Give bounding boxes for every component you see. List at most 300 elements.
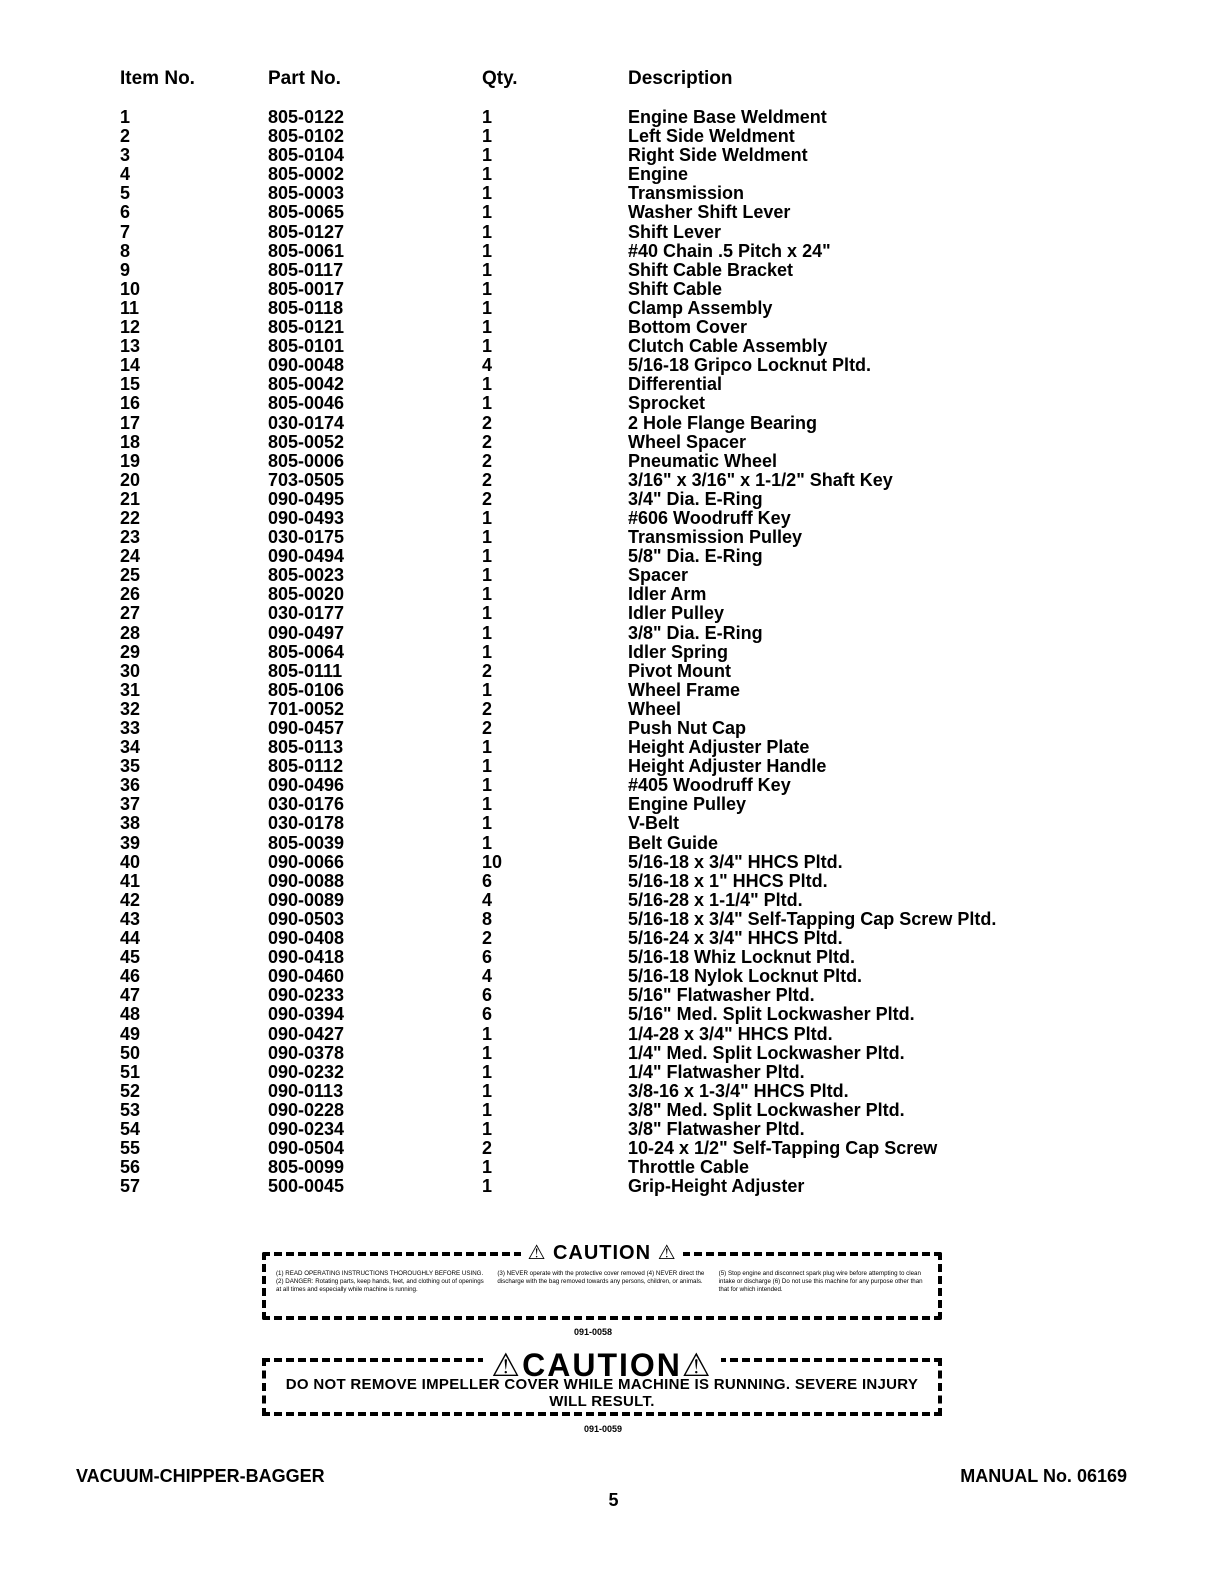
qty-cell: 6 bbox=[482, 870, 493, 891]
item-no-cell: 28 bbox=[120, 622, 141, 643]
item-no-cell: 3 bbox=[120, 145, 131, 166]
qty-cell: 1 bbox=[482, 221, 493, 242]
description-cell: Spacer bbox=[628, 565, 689, 586]
description-cell: Shift Cable Bracket bbox=[628, 259, 794, 280]
part-no-cell: 500-0045 bbox=[268, 1176, 345, 1197]
part-no-cell: 030-0178 bbox=[268, 813, 345, 834]
description-cell: Wheel Spacer bbox=[628, 431, 747, 452]
qty-cell: 1 bbox=[482, 794, 493, 815]
part-no-cell: 090-0497 bbox=[268, 622, 345, 643]
description-cell: #40 Chain .5 Pitch x 24" bbox=[628, 240, 831, 261]
table-row bbox=[120, 337, 1100, 356]
table-row bbox=[120, 356, 1100, 375]
table-row bbox=[120, 585, 1100, 604]
part-no-cell: 805-0104 bbox=[268, 145, 345, 166]
table-row bbox=[120, 853, 1100, 872]
part-no-cell: 805-0111 bbox=[268, 660, 343, 681]
table-row bbox=[120, 662, 1100, 681]
table-row bbox=[120, 814, 1100, 833]
item-no-cell: 29 bbox=[120, 641, 141, 662]
item-no-cell: 17 bbox=[120, 412, 141, 433]
part-no-cell: 805-0006 bbox=[268, 450, 345, 471]
part-no-cell: 090-0495 bbox=[268, 488, 345, 509]
decal2-code: 091-0059 bbox=[584, 1424, 623, 1434]
qty-cell: 1 bbox=[482, 374, 493, 395]
part-no-cell: 805-0121 bbox=[268, 317, 345, 338]
footer-product-name: VACUUM-CHIPPER-BAGGER bbox=[76, 1466, 325, 1486]
item-no-cell: 55 bbox=[120, 1138, 141, 1159]
parts-list-table bbox=[120, 68, 1100, 1196]
part-no-cell: 090-0504 bbox=[268, 1138, 345, 1159]
qty-cell: 1 bbox=[482, 126, 493, 147]
item-no-cell: 11 bbox=[120, 297, 140, 318]
part-no-cell: 090-0089 bbox=[268, 889, 345, 910]
qty-cell: 1 bbox=[482, 1080, 493, 1101]
qty-cell: 1 bbox=[482, 1118, 493, 1139]
part-no-cell: 805-0017 bbox=[268, 278, 345, 299]
description-cell: 5/8" Dia. E-Ring bbox=[628, 546, 763, 567]
description-cell: Washer Shift Lever bbox=[628, 202, 791, 223]
table-row bbox=[120, 127, 1100, 146]
item-no-cell: 49 bbox=[120, 1023, 141, 1044]
item-no-cell: 41 bbox=[120, 870, 141, 891]
table-row bbox=[120, 834, 1100, 853]
part-no-cell: 030-0176 bbox=[268, 794, 345, 815]
qty-cell: 1 bbox=[482, 641, 493, 662]
table-row bbox=[120, 509, 1100, 528]
description-cell: 2 Hole Flange Bearing bbox=[628, 412, 818, 433]
qty-cell: 6 bbox=[482, 947, 493, 968]
description-cell: Belt Guide bbox=[628, 832, 719, 853]
part-no-cell: 805-0002 bbox=[268, 164, 345, 185]
description-cell: 3/8" Dia. E-Ring bbox=[628, 622, 763, 643]
table-row bbox=[120, 433, 1100, 452]
table-row bbox=[120, 891, 1100, 910]
part-no-cell: 805-0113 bbox=[268, 737, 344, 758]
description-cell: Grip-Height Adjuster bbox=[628, 1176, 805, 1197]
item-no-cell: 37 bbox=[120, 794, 141, 815]
header-qty: Qty. bbox=[482, 68, 518, 89]
description-cell: 1/4" Med. Split Lockwasher Pltd. bbox=[628, 1042, 905, 1063]
qty-cell: 1 bbox=[482, 813, 493, 834]
decal1-col1: (1) READ OPERATING INSTRUCTIONS THOROUGHLY BEFORE USING. (2) DANGER: Rotating parts, keep hands, feet, and clothing out of openings at all times and especially while machine is running. bbox=[276, 1270, 484, 1293]
item-no-cell: 7 bbox=[120, 221, 131, 242]
item-no-cell: 26 bbox=[120, 584, 141, 605]
table-row bbox=[120, 948, 1100, 967]
qty-cell: 1 bbox=[482, 737, 493, 758]
item-no-cell: 56 bbox=[120, 1157, 141, 1178]
qty-cell: 1 bbox=[482, 756, 493, 777]
description-cell: #606 Woodruff Key bbox=[628, 507, 791, 528]
description-cell: Sprocket bbox=[628, 393, 706, 414]
qty-cell: 2 bbox=[482, 431, 493, 452]
part-no-cell: 090-0494 bbox=[268, 546, 345, 567]
item-no-cell: 30 bbox=[120, 660, 141, 681]
item-no-cell: 14 bbox=[120, 355, 141, 376]
qty-cell: 1 bbox=[482, 565, 493, 586]
table-row bbox=[120, 414, 1100, 433]
part-no-cell: 805-0003 bbox=[268, 183, 345, 204]
item-no-cell: 24 bbox=[120, 546, 141, 567]
item-no-cell: 40 bbox=[120, 851, 141, 872]
item-no-cell: 36 bbox=[120, 775, 141, 796]
description-cell: 5/16-18 Whiz Locknut Pltd. bbox=[628, 947, 856, 968]
item-no-cell: 50 bbox=[120, 1042, 141, 1063]
table-row bbox=[120, 375, 1100, 394]
item-no-cell: 43 bbox=[120, 908, 141, 929]
table-row bbox=[120, 700, 1100, 719]
item-no-cell: 51 bbox=[120, 1061, 141, 1082]
part-no-cell: 805-0020 bbox=[268, 584, 345, 605]
table-row bbox=[120, 643, 1100, 662]
qty-cell: 1 bbox=[482, 393, 493, 414]
part-no-cell: 703-0505 bbox=[268, 469, 345, 490]
description-cell: Transmission bbox=[628, 183, 745, 204]
table-row bbox=[120, 566, 1100, 585]
qty-cell: 1 bbox=[482, 603, 493, 624]
part-no-cell: 090-0503 bbox=[268, 908, 345, 929]
description-cell: Engine Pulley bbox=[628, 794, 747, 815]
item-no-cell: 22 bbox=[120, 507, 141, 528]
item-no-cell: 6 bbox=[120, 202, 131, 223]
item-no-cell: 34 bbox=[120, 737, 141, 758]
description-cell: 3/8" Flatwasher Pltd. bbox=[628, 1118, 805, 1139]
table-row bbox=[120, 318, 1100, 337]
qty-cell: 1 bbox=[482, 1157, 493, 1178]
decal1-col2: (3) NEVER operate with the protective cover removed (4) NEVER direct the discharge with the bag removed towards any persons, children, or animals. bbox=[497, 1270, 705, 1285]
qty-cell: 1 bbox=[482, 259, 493, 280]
part-no-cell: 805-0112 bbox=[268, 756, 344, 777]
item-no-cell: 45 bbox=[120, 947, 141, 968]
description-cell: Idler Arm bbox=[628, 584, 707, 605]
table-row bbox=[120, 929, 1100, 948]
qty-cell: 4 bbox=[482, 355, 493, 376]
item-no-cell: 42 bbox=[120, 889, 141, 910]
qty-cell: 1 bbox=[482, 584, 493, 605]
item-no-cell: 8 bbox=[120, 240, 131, 261]
qty-cell: 1 bbox=[482, 832, 493, 853]
item-no-cell: 16 bbox=[120, 393, 141, 414]
item-no-cell: 52 bbox=[120, 1080, 141, 1101]
part-no-cell: 805-0042 bbox=[268, 374, 345, 395]
item-no-cell: 27 bbox=[120, 603, 141, 624]
item-no-cell: 15 bbox=[120, 374, 141, 395]
part-no-cell: 090-0493 bbox=[268, 507, 345, 528]
item-no-cell: 33 bbox=[120, 718, 141, 738]
item-no-cell: 44 bbox=[120, 928, 141, 949]
table-row bbox=[120, 146, 1100, 165]
description-cell: 3/16" x 3/16" x 1-1/2" Shaft Key bbox=[628, 469, 893, 490]
qty-cell: 2 bbox=[482, 469, 493, 490]
part-no-cell: 090-0418 bbox=[268, 947, 345, 968]
description-cell: Shift Cable bbox=[628, 278, 723, 299]
qty-cell: 1 bbox=[482, 107, 493, 127]
part-no-cell: 090-0378 bbox=[268, 1042, 345, 1063]
table-row bbox=[120, 394, 1100, 413]
part-no-cell: 090-0457 bbox=[268, 718, 345, 738]
decal1-col3: (5) Stop engine and disconnect spark plug wire before attempting to clean intake or discharge (6) Do not use this machine for any purpose other than that for which intended. bbox=[718, 1270, 923, 1293]
qty-cell: 1 bbox=[482, 145, 493, 166]
item-no-cell: 57 bbox=[120, 1176, 141, 1197]
table-row bbox=[120, 1101, 1100, 1120]
description-cell: 3/8" Med. Split Lockwasher Pltd. bbox=[628, 1099, 905, 1120]
part-no-cell: 805-0039 bbox=[268, 832, 345, 853]
description-cell: Throttle Cable bbox=[628, 1157, 750, 1178]
table-row bbox=[120, 795, 1100, 814]
part-no-cell: 090-0088 bbox=[268, 870, 345, 891]
qty-cell: 2 bbox=[482, 412, 493, 433]
description-cell: Pneumatic Wheel bbox=[628, 450, 778, 471]
part-no-cell: 090-0234 bbox=[268, 1118, 345, 1139]
description-cell: 5/16" Med. Split Lockwasher Pltd. bbox=[628, 1004, 915, 1025]
qty-cell: 2 bbox=[482, 488, 493, 509]
table-row bbox=[120, 1158, 1100, 1177]
part-no-cell: 030-0174 bbox=[268, 412, 345, 433]
qty-cell: 1 bbox=[482, 507, 493, 528]
item-no-cell: 35 bbox=[120, 756, 141, 777]
description-cell: 5/16-24 x 3/4" HHCS Pltd. bbox=[628, 928, 843, 949]
part-no-cell: 090-0408 bbox=[268, 928, 345, 949]
footer-manual-number: MANUAL No. 06169 bbox=[960, 1466, 1127, 1486]
decal1-title: ⚠ CAUTION ⚠ bbox=[521, 1242, 682, 1264]
table-row bbox=[120, 1120, 1100, 1139]
qty-cell: 1 bbox=[482, 336, 493, 357]
part-no-cell: 805-0061 bbox=[268, 240, 345, 261]
item-no-cell: 13 bbox=[120, 336, 141, 357]
description-cell: 5/16-28 x 1-1/4" Pltd. bbox=[628, 889, 803, 910]
item-no-cell: 39 bbox=[120, 832, 141, 853]
item-no-cell: 23 bbox=[120, 527, 141, 548]
qty-cell: 2 bbox=[482, 660, 493, 681]
description-cell: 10-24 x 1/2" Self-Tapping Cap Screw bbox=[628, 1138, 938, 1159]
description-cell: Transmission Pulley bbox=[628, 527, 803, 548]
item-no-cell: 21 bbox=[120, 488, 141, 509]
qty-cell: 1 bbox=[482, 1061, 493, 1082]
part-no-cell: 090-0427 bbox=[268, 1023, 345, 1044]
part-no-cell: 805-0117 bbox=[268, 259, 344, 280]
item-no-cell: 31 bbox=[120, 679, 141, 700]
qty-cell: 1 bbox=[482, 1042, 493, 1063]
table-row bbox=[120, 203, 1100, 222]
description-cell: Differential bbox=[628, 374, 723, 395]
qty-cell: 1 bbox=[482, 1023, 493, 1044]
item-no-cell: 19 bbox=[120, 450, 141, 471]
table-row bbox=[120, 280, 1100, 299]
item-no-cell: 25 bbox=[120, 565, 141, 586]
part-no-cell: 090-0233 bbox=[268, 985, 345, 1006]
qty-cell: 1 bbox=[482, 527, 493, 548]
description-cell: 1/4-28 x 3/4" HHCS Pltd. bbox=[628, 1023, 833, 1044]
item-no-cell: 46 bbox=[120, 966, 141, 987]
table-row bbox=[120, 471, 1100, 490]
description-cell: Right Side Weldment bbox=[628, 145, 808, 166]
part-no-cell: 090-0113 bbox=[268, 1080, 344, 1101]
header-part-no: Part No. bbox=[268, 68, 341, 89]
description-cell: 3/4" Dia. E-Ring bbox=[628, 488, 763, 509]
qty-cell: 1 bbox=[482, 278, 493, 299]
item-no-cell: 32 bbox=[120, 698, 141, 719]
description-cell: Wheel bbox=[628, 698, 682, 719]
table-row bbox=[120, 223, 1100, 242]
qty-cell: 10 bbox=[482, 851, 503, 872]
caution-decal-091-0059 bbox=[262, 1347, 942, 1416]
part-no-cell: 090-0460 bbox=[268, 966, 345, 987]
qty-cell: 4 bbox=[482, 889, 493, 910]
qty-cell: 2 bbox=[482, 718, 493, 738]
description-cell: Push Nut Cap bbox=[628, 718, 747, 738]
part-no-cell: 805-0065 bbox=[268, 202, 345, 223]
part-no-cell: 805-0102 bbox=[268, 126, 345, 147]
table-row bbox=[120, 106, 1100, 127]
table-row bbox=[120, 967, 1100, 986]
part-no-cell: 805-0023 bbox=[268, 565, 345, 586]
part-no-cell: 805-0099 bbox=[268, 1157, 345, 1178]
part-no-cell: 030-0175 bbox=[268, 527, 345, 548]
description-cell: Bottom Cover bbox=[628, 317, 748, 338]
item-no-cell: 1 bbox=[120, 107, 131, 127]
qty-cell: 8 bbox=[482, 908, 493, 929]
table-row bbox=[120, 528, 1100, 547]
qty-cell: 1 bbox=[482, 164, 493, 185]
description-cell: Height Adjuster Plate bbox=[628, 737, 810, 758]
table-row bbox=[120, 681, 1100, 700]
table-row bbox=[120, 757, 1100, 776]
table-row bbox=[120, 872, 1100, 891]
table-row bbox=[120, 1005, 1100, 1024]
table-row bbox=[120, 738, 1100, 757]
part-no-cell: 090-0496 bbox=[268, 775, 345, 796]
part-no-cell: 805-0052 bbox=[268, 431, 345, 452]
table-row bbox=[120, 452, 1100, 471]
parts-table-body bbox=[120, 106, 1100, 1196]
description-cell: 5/16-18 x 3/4" HHCS Pltd. bbox=[628, 851, 843, 872]
item-no-cell: 38 bbox=[120, 813, 141, 834]
description-cell: V-Belt bbox=[628, 813, 680, 834]
description-cell: Idler Pulley bbox=[628, 603, 725, 624]
part-no-cell: 805-0127 bbox=[268, 221, 345, 242]
table-row bbox=[120, 1025, 1100, 1044]
qty-cell: 1 bbox=[482, 1099, 493, 1120]
part-no-cell: 805-0046 bbox=[268, 393, 345, 414]
part-no-cell: 805-0064 bbox=[268, 641, 345, 662]
part-no-cell: 090-0048 bbox=[268, 355, 345, 376]
description-cell: 5/16-18 Gripco Locknut Pltd. bbox=[628, 355, 872, 376]
item-no-cell: 4 bbox=[120, 164, 131, 185]
qty-cell: 1 bbox=[482, 546, 493, 567]
qty-cell: 1 bbox=[482, 622, 493, 643]
qty-cell: 1 bbox=[482, 317, 493, 338]
description-cell: Left Side Weldment bbox=[628, 126, 795, 147]
table-row bbox=[120, 910, 1100, 929]
item-no-cell: 20 bbox=[120, 469, 141, 490]
table-row bbox=[120, 184, 1100, 203]
description-cell: Idler Spring bbox=[628, 641, 729, 662]
decal1-code: 091-0058 bbox=[574, 1327, 613, 1337]
table-row bbox=[120, 776, 1100, 795]
part-no-cell: 090-0228 bbox=[268, 1099, 345, 1120]
description-cell: Clamp Assembly bbox=[628, 297, 773, 318]
table-row bbox=[120, 1139, 1100, 1158]
qty-cell: 2 bbox=[482, 1138, 493, 1159]
qty-cell: 1 bbox=[482, 1176, 493, 1197]
item-no-cell: 18 bbox=[120, 431, 141, 452]
item-no-cell: 9 bbox=[120, 259, 131, 280]
table-row bbox=[120, 261, 1100, 280]
qty-cell: 1 bbox=[482, 679, 493, 700]
table-row bbox=[120, 299, 1100, 318]
item-no-cell: 54 bbox=[120, 1118, 141, 1139]
description-cell: Shift Lever bbox=[628, 221, 722, 242]
header-item-no: Item No. bbox=[120, 68, 195, 89]
caution-decal-091-0058 bbox=[262, 1242, 942, 1320]
item-no-cell: 53 bbox=[120, 1099, 141, 1120]
part-no-cell: 090-0394 bbox=[268, 1004, 345, 1025]
qty-cell: 1 bbox=[482, 775, 493, 796]
qty-cell: 1 bbox=[482, 240, 493, 261]
description-cell: Engine Base Weldment bbox=[628, 107, 827, 127]
table-row bbox=[120, 1044, 1100, 1063]
description-cell: Engine bbox=[628, 164, 689, 185]
table-row bbox=[120, 624, 1100, 643]
description-cell: #405 Woodruff Key bbox=[628, 775, 791, 796]
item-no-cell: 5 bbox=[120, 183, 131, 204]
part-no-cell: 805-0106 bbox=[268, 679, 345, 700]
description-cell: Clutch Cable Assembly bbox=[628, 336, 828, 357]
qty-cell: 2 bbox=[482, 928, 493, 949]
item-no-cell: 48 bbox=[120, 1004, 141, 1025]
qty-cell: 1 bbox=[482, 183, 493, 204]
part-no-cell: 805-0118 bbox=[268, 297, 344, 318]
decal2-warning: DO NOT REMOVE IMPELLER COVER WHILE MACHINE IS RUNNING. SEVERE INJURY WILL RESULT. bbox=[285, 1376, 919, 1410]
table-header-row bbox=[120, 68, 1100, 106]
description-cell: 3/8-16 x 1-3/4" HHCS Pltd. bbox=[628, 1080, 849, 1101]
qty-cell: 6 bbox=[482, 1004, 493, 1025]
table-row bbox=[120, 719, 1100, 738]
part-no-cell: 090-0232 bbox=[268, 1061, 345, 1082]
qty-cell: 4 bbox=[482, 966, 493, 987]
part-no-cell: 090-0066 bbox=[268, 851, 345, 872]
item-no-cell: 2 bbox=[120, 126, 131, 147]
table-row bbox=[120, 165, 1100, 184]
description-cell: Pivot Mount bbox=[628, 660, 731, 681]
qty-cell: 1 bbox=[482, 297, 493, 318]
part-no-cell: 701-0052 bbox=[268, 698, 345, 719]
description-cell: 5/16-18 x 1" HHCS Pltd. bbox=[628, 870, 828, 891]
table-row bbox=[120, 547, 1100, 566]
description-cell: 1/4" Flatwasher Pltd. bbox=[628, 1061, 805, 1082]
item-no-cell: 12 bbox=[120, 317, 141, 338]
table-row bbox=[120, 1082, 1100, 1101]
qty-cell: 2 bbox=[482, 450, 493, 471]
table-row bbox=[120, 986, 1100, 1005]
decal2-title: ⚠CAUTION⚠ bbox=[483, 1347, 720, 1383]
description-cell: 5/16-18 Nylok Locknut Pltd. bbox=[628, 966, 863, 987]
item-no-cell: 47 bbox=[120, 985, 141, 1006]
table-row bbox=[120, 1063, 1100, 1082]
qty-cell: 2 bbox=[482, 698, 493, 719]
table-row bbox=[120, 604, 1100, 623]
part-no-cell: 805-0122 bbox=[268, 107, 345, 127]
table-row bbox=[120, 1177, 1100, 1196]
part-no-cell: 030-0177 bbox=[268, 603, 345, 624]
description-cell: Height Adjuster Handle bbox=[628, 756, 827, 777]
description-cell: Wheel Frame bbox=[628, 679, 741, 700]
part-no-cell: 805-0101 bbox=[268, 336, 345, 357]
table-row bbox=[120, 490, 1100, 509]
header-description: Description bbox=[628, 68, 733, 89]
qty-cell: 1 bbox=[482, 202, 493, 223]
table-row bbox=[120, 242, 1100, 261]
